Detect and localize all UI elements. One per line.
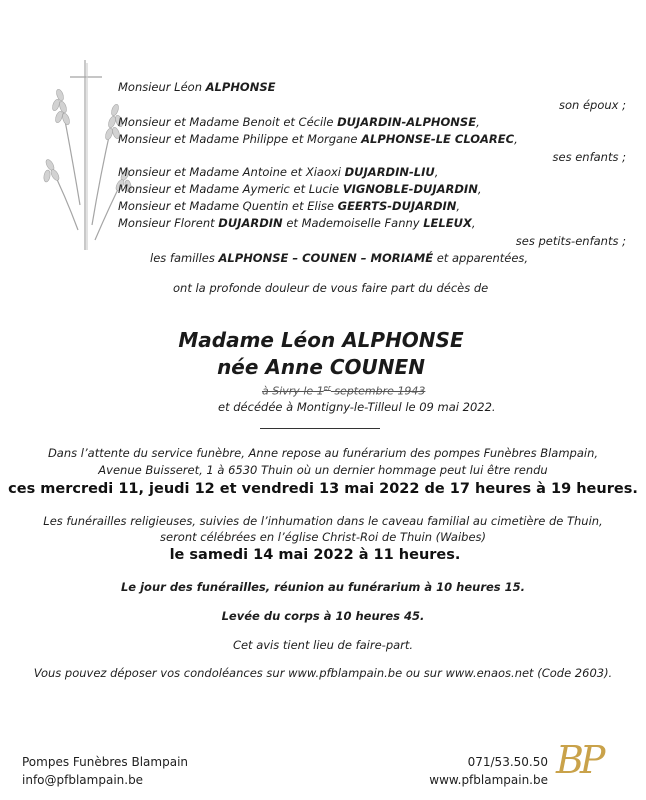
grandchild-first: Monsieur et Madame Quentin et Elise bbox=[118, 199, 338, 213]
grandchild-surname: DUJARDIN-LIU bbox=[344, 165, 435, 179]
husband-surname: ALPHONSE bbox=[205, 80, 276, 94]
grandchild-line bbox=[118, 165, 438, 179]
grandchild-first: Monsieur et Madame Aymeric et Lucie bbox=[118, 182, 343, 196]
child-line bbox=[118, 132, 518, 146]
grandchild-surname: GEERTS-DUJARDIN bbox=[337, 199, 457, 213]
families-pre: les familles bbox=[150, 251, 219, 265]
grandchild-punct: , bbox=[477, 182, 482, 196]
families-line bbox=[150, 251, 528, 265]
grandchild-surname: VIGNOBLE-DUJARDIN bbox=[342, 182, 478, 196]
deceased-name: Madame Léon ALPHONSE bbox=[178, 328, 464, 352]
announcement: ont la profonde douleur de vous faire part du décès de bbox=[173, 281, 489, 295]
footer-company: Pompes Funèbres Blampain bbox=[22, 755, 189, 769]
funeral-line-2: seront célébrées en l’église Christ-Roi de Thuin (Waibes) bbox=[160, 530, 486, 544]
birth-sup: er bbox=[323, 384, 331, 392]
grandchild-first: Monsieur et Madame Antoine et Xiaoxi bbox=[118, 165, 345, 179]
deceased-born-name: née Anne COUNEN bbox=[217, 355, 425, 379]
funeral-date: le samedi 14 mai 2022 à 11 heures. bbox=[169, 547, 461, 563]
footer-website[interactable]: www.pfblampain.be bbox=[429, 773, 548, 787]
grandchild-surname-2: LELEUX bbox=[423, 216, 472, 230]
grandchild-mid: et Mademoiselle Fanny bbox=[282, 216, 424, 230]
child-first: Monsieur et Madame Philippe et Morgane bbox=[118, 132, 362, 146]
child-punct: , bbox=[476, 115, 480, 129]
child-first: Monsieur et Madame Benoit et Cécile bbox=[118, 115, 338, 129]
grandchild-line bbox=[118, 199, 460, 213]
child-surname: ALPHONSE-LE CLOAREC bbox=[361, 132, 515, 146]
grandchild-line bbox=[118, 182, 481, 196]
grandchild-first: Monsieur Florent bbox=[118, 216, 219, 230]
company-logo: BP bbox=[556, 738, 602, 782]
birth-pre: à Sivry le 1 bbox=[262, 384, 324, 398]
footer-email[interactable]: info@pfblampain.be bbox=[22, 773, 144, 787]
grandchild-punct: , bbox=[456, 199, 461, 213]
funeral-line-1: Les funérailles religieuses, suivies de l’inhumation dans le caveau familial au cimetière de Thuin, bbox=[43, 514, 603, 528]
meeting-info: Le jour des funérailles, réunion au funérarium à 10 heures 15. bbox=[120, 580, 526, 594]
visitation-line-2: Avenue Buisseret, 1 à 6530 Thuin où un dernier hommage peut lui être rendu bbox=[98, 463, 548, 477]
families-names: ALPHONSE – COUNEN – MORIAMÉ bbox=[218, 251, 434, 265]
grandchild-line bbox=[118, 216, 475, 230]
visitation-dates: ces mercredi 11, jeudi 12 et vendredi 13 mai 2022 de 17 heures à 19 heures. bbox=[8, 481, 638, 497]
child-punct: , bbox=[514, 132, 518, 146]
grandchildren-role: ses petits-enfants ; bbox=[515, 234, 626, 248]
children-role: ses enfants ; bbox=[552, 150, 626, 164]
birth-post: septembre 1943 bbox=[330, 384, 426, 398]
husband-line bbox=[118, 80, 275, 94]
grandchild-punct: , bbox=[471, 216, 476, 230]
condolences-text: Vous pouvez déposer vos condoléances sur www.pfblampain.be ou sur www.enaos.net (Code 2603). bbox=[33, 666, 613, 680]
families-post: et apparentées, bbox=[433, 251, 529, 265]
notice-text: Cet avis tient lieu de faire-part. bbox=[232, 638, 414, 652]
divider bbox=[260, 428, 380, 429]
grandchild-punct: , bbox=[434, 165, 439, 179]
husband-role: son époux ; bbox=[558, 98, 626, 112]
child-line bbox=[118, 115, 480, 129]
child-surname: DUJARDIN-ALPHONSE bbox=[337, 115, 477, 129]
husband-first: Monsieur Léon bbox=[118, 80, 206, 94]
birth-line bbox=[262, 384, 425, 398]
footer-phone: 071/53.50.50 bbox=[467, 755, 548, 769]
visitation-line-1: Dans l’attente du service funèbre, Anne repose au funérarium des pompes Funèbres Blampain, bbox=[47, 446, 599, 460]
grandchild-surname: DUJARDIN bbox=[218, 216, 283, 230]
departure-info: Levée du corps à 10 heures 45. bbox=[221, 609, 425, 623]
death-line: et décédée à Montigny-le-Tilleul le 09 mai 2022. bbox=[218, 400, 496, 414]
